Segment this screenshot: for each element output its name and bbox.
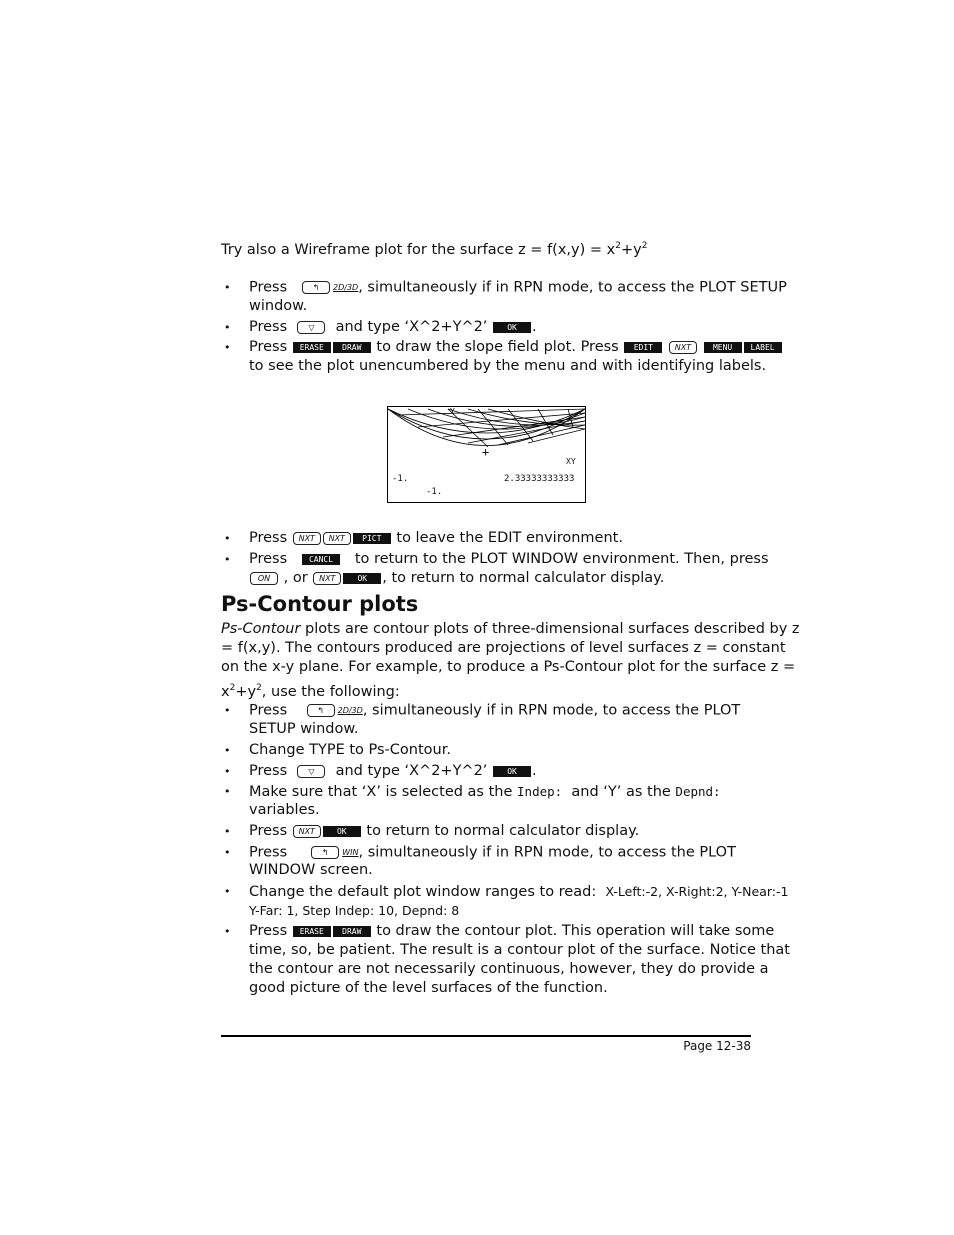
bullet-item-leave-edit: Press NXT NXT PICT to leave the EDIT environment. xyxy=(249,530,623,546)
footer-rule xyxy=(221,1035,751,1037)
bullet-item-continuation: good picture of the level surfaces of the function. xyxy=(249,980,608,996)
paragraph-line: on the x-y plane. For example, to produce a Ps-Contour plot for the surface z = xyxy=(221,659,796,675)
bullet-item-type-function: Press ▽ and type ‘X^2+Y^2’ OK . xyxy=(249,763,537,779)
paragraph-line: = f(x,y). The contours produced are projections of level surfaces z = constant xyxy=(221,640,786,656)
bullet-item-indep-depnd: Make sure that ‘X’ is selected as the Indep: and ‘Y’ as the Depnd: xyxy=(249,784,721,800)
plot-right-value: 2.33333333333 xyxy=(504,474,575,484)
calculator-plot-screen xyxy=(387,406,586,503)
bullet: • xyxy=(224,704,231,717)
paragraph-line: $x^2+y^2$, use the following: xyxy=(221,683,400,700)
left-shift-key: ↰ xyxy=(307,704,335,717)
plot-left-value: -1. xyxy=(392,474,409,484)
bullet: • xyxy=(224,281,231,294)
bullet-item-plot-setup: Press ↰ 2D/3D, simultaneously if in RPN mode, to access the PLOT xyxy=(249,702,741,719)
plot-y-axis-label: Y xyxy=(450,407,455,416)
bullet: • xyxy=(224,321,231,334)
bullet-item-return: Press NXT OK to return to normal calculator display. xyxy=(249,823,640,839)
ok-softkey: OK xyxy=(323,826,361,837)
cancl-softkey: CANCL xyxy=(302,554,340,565)
plot-cursor: + xyxy=(482,445,490,459)
plot-bottom-value: -1. xyxy=(426,487,443,497)
bullet: • xyxy=(224,553,231,566)
nxt-key: NXT xyxy=(669,341,697,354)
paragraph-line: Ps-Contour plots are contour plots of three-dimensional surfaces described by z xyxy=(221,621,800,637)
ok-softkey: OK xyxy=(493,766,531,777)
nxt-key: NXT xyxy=(293,532,321,545)
draw-softkey: DRAW xyxy=(333,926,371,937)
label-softkey: LABEL xyxy=(744,342,782,353)
edit-softkey: EDIT xyxy=(624,342,662,353)
erase-softkey: ERASE xyxy=(293,926,331,937)
plot-xy-label: XY xyxy=(566,457,576,466)
draw-softkey: DRAW xyxy=(333,342,371,353)
section-heading: Ps-Contour plots xyxy=(221,592,419,616)
bullet: • xyxy=(224,765,231,778)
bullet-item-change-type: Change TYPE to Ps-Contour. xyxy=(249,742,451,758)
key-label-2d3d: 2D/3D xyxy=(333,283,359,292)
bullet-item-continuation: ON , or NXT OK , to return to normal calculator display. xyxy=(249,569,751,588)
bullet-item-continuation: window. xyxy=(249,298,308,314)
bullet-item-draw: Press ERASE DRAW to draw the slope field plot. Press EDIT NXT MENU LABEL xyxy=(249,338,751,357)
key-label-win: WIN xyxy=(342,848,359,857)
menu-softkey: MENU xyxy=(704,342,742,353)
bullet-item-continuation: SETUP window. xyxy=(249,721,359,737)
left-shift-key: ↰ xyxy=(311,846,339,859)
bullet-item-continuation: WINDOW screen. xyxy=(249,862,373,878)
bullet-item-plot-setup: Press ↰ 2D/3D, simultaneously if in RPN mode, to access the PLOT SETUP xyxy=(249,279,787,296)
bullet-item-ranges: Change the default plot window ranges to read: X-Left:-2, X-Right:2, Y-Near:-1 xyxy=(249,884,789,900)
down-arrow-key: ▽ xyxy=(297,765,325,778)
indep-label: Indep: xyxy=(517,784,563,799)
bullet-item-continuation: Y-Far: 1, Step Indep: 10, Depnd: 8 xyxy=(249,903,460,918)
bullet: • xyxy=(224,341,231,354)
nxt-key: NXT xyxy=(323,532,351,545)
nxt-key: NXT xyxy=(293,825,321,838)
key-label-2d3d: 2D/3D xyxy=(337,706,363,715)
bullet: • xyxy=(224,785,231,798)
down-arrow-key: ▽ xyxy=(297,321,325,334)
bullet-item-plot-window: Press ↰ WIN, simultaneously if in RPN mode, to access the PLOT xyxy=(249,844,736,861)
erase-softkey: ERASE xyxy=(293,342,331,353)
nxt-key: NXT xyxy=(313,572,341,585)
left-shift-key: ↰ xyxy=(302,281,330,294)
bullet-item-continuation: time, so, be patient. The result is a contour plot of the surface. Notice that xyxy=(249,942,790,958)
on-key: ON xyxy=(250,572,278,585)
bullet: • xyxy=(224,744,231,757)
page-number: Page 12-38 xyxy=(683,1039,751,1053)
bullet-item-continuation: the contour are not necessarily continuous, however, they do provide a xyxy=(249,961,769,977)
bullet: • xyxy=(224,925,231,938)
bullet: • xyxy=(224,825,231,838)
pict-softkey: PICT xyxy=(353,533,391,544)
bullet-item-continuation: variables. xyxy=(249,802,320,818)
bullet-item-draw-contour: Press ERASE DRAW to draw the contour plot. This operation will take some xyxy=(249,923,775,939)
bullet-item-continuation: to see the plot unencumbered by the menu and with identifying labels. xyxy=(249,358,767,374)
bullet: • xyxy=(224,846,231,859)
bullet: • xyxy=(224,532,231,545)
ok-softkey: OK xyxy=(493,322,531,333)
bullet-item-cancel: Press CANCL to return to the PLOT WINDOW environment. Then, press xyxy=(249,551,769,567)
bullet: • xyxy=(224,885,231,898)
depnd-label: Depnd: xyxy=(675,784,721,799)
bullet-item-type-function: Press ▽ and type ‘X^2+Y^2’ OK . xyxy=(249,319,537,335)
intro-text: Try also a Wireframe plot for the surface $z = f(x,y) = x^2+y^2$ xyxy=(221,241,648,258)
ok-softkey: OK xyxy=(343,573,381,584)
